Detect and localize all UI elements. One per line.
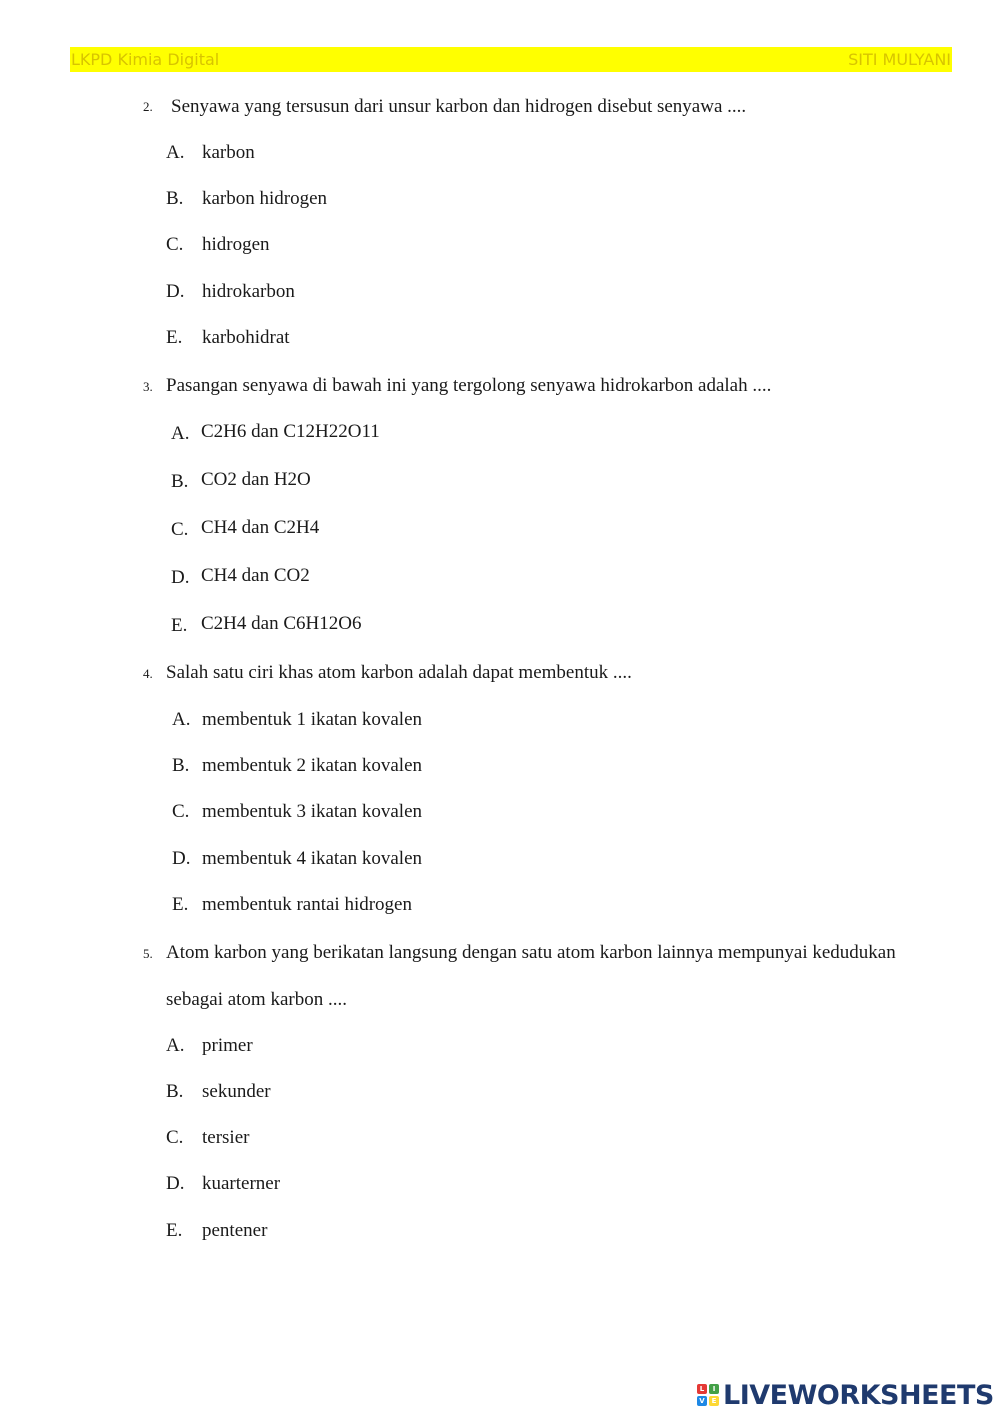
q4-option-d-letter: D. — [172, 848, 191, 869]
logo-tile-v: V — [697, 1396, 707, 1406]
q3-option-c[interactable]: CH4 dan C2H4 — [201, 517, 320, 538]
q2-option-c[interactable]: hidrogen — [202, 234, 270, 255]
question-5-text-line2: sebagai atom karbon .... — [166, 989, 347, 1010]
q3-option-b[interactable]: CO2 dan H2O — [201, 469, 311, 490]
q2-option-a[interactable]: karbon — [202, 142, 255, 163]
q2-option-e[interactable]: karbohidrat — [202, 327, 290, 348]
question-3-text: Pasangan senyawa di bawah ini yang tergolong senyawa hidrokarbon adalah .... — [166, 375, 772, 396]
q3-option-e[interactable]: C2H4 dan C6H12O6 — [201, 613, 362, 634]
q2-option-b-letter: B. — [166, 188, 184, 209]
q4-option-a[interactable]: membentuk 1 ikatan kovalen — [202, 709, 423, 730]
logo-tile-i: I — [709, 1384, 719, 1394]
q3-option-c-letter: C. — [171, 519, 189, 540]
liveworksheets-logo-text: LIVEWORKSHEETS — [723, 1379, 994, 1411]
q5-option-c-letter: C. — [166, 1127, 184, 1148]
q4-option-b[interactable]: membentuk 2 ikatan kovalen — [202, 755, 423, 776]
q5-option-e[interactable]: pentener — [202, 1220, 268, 1241]
q2-option-b[interactable]: karbon hidrogen — [202, 188, 328, 209]
q5-option-a[interactable]: primer — [202, 1035, 253, 1056]
q4-option-e[interactable]: membentuk rantai hidrogen — [202, 894, 412, 915]
q5-option-a-letter: A. — [166, 1035, 185, 1056]
q3-option-a-letter: A. — [171, 423, 190, 444]
q5-option-e-letter: E. — [166, 1220, 183, 1241]
q4-option-b-letter: B. — [172, 755, 190, 776]
q2-option-e-letter: E. — [166, 327, 183, 348]
logo-tile-e: E — [709, 1396, 719, 1406]
liveworksheets-logo-icon — [697, 1384, 719, 1406]
liveworksheets-logo — [697, 1375, 994, 1415]
q3-option-d[interactable]: CH4 dan CO2 — [201, 565, 310, 586]
q4-option-e-letter: E. — [172, 894, 189, 915]
q4-option-c[interactable]: membentuk 3 ikatan kovalen — [202, 801, 423, 822]
q3-option-d-letter: D. — [171, 567, 190, 588]
q4-option-a-letter: A. — [172, 709, 191, 730]
q2-option-d[interactable]: hidrokarbon — [202, 281, 295, 302]
page-header — [70, 47, 952, 72]
q3-option-b-letter: B. — [171, 471, 189, 492]
question-5-number: 5. — [143, 946, 153, 961]
q5-option-d[interactable]: kuarterner — [202, 1173, 281, 1194]
header-author: SITI MULYANI — [848, 50, 951, 69]
q5-option-d-letter: D. — [166, 1173, 185, 1194]
q4-option-c-letter: C. — [172, 801, 190, 822]
logo-tile-l: L — [697, 1384, 707, 1394]
question-4-number: 4. — [143, 666, 153, 681]
q3-option-e-letter: E. — [171, 615, 188, 636]
question-5-text: Atom karbon yang berikatan langsung dengan satu atom karbon lainnya mempunyai kedudukan — [166, 942, 896, 963]
question-4-text: Salah satu ciri khas atom karbon adalah dapat membentuk .... — [166, 662, 632, 683]
question-2-text: Senyawa yang tersusun dari unsur karbon dan hidrogen disebut senyawa .... — [171, 96, 747, 117]
header-title: LKPD Kimia Digital — [71, 50, 220, 69]
question-3-number: 3. — [143, 379, 153, 394]
q5-option-b[interactable]: sekunder — [202, 1081, 271, 1102]
q5-option-c[interactable]: tersier — [202, 1127, 250, 1148]
q2-option-d-letter: D. — [166, 281, 185, 302]
question-2-number: 2. — [143, 99, 153, 114]
q2-option-c-letter: C. — [166, 234, 184, 255]
q3-option-a[interactable]: C2H6 dan C12H22O11 — [201, 421, 380, 442]
q5-option-b-letter: B. — [166, 1081, 184, 1102]
q4-option-d[interactable]: membentuk 4 ikatan kovalen — [202, 848, 423, 869]
q2-option-a-letter: A. — [166, 142, 185, 163]
